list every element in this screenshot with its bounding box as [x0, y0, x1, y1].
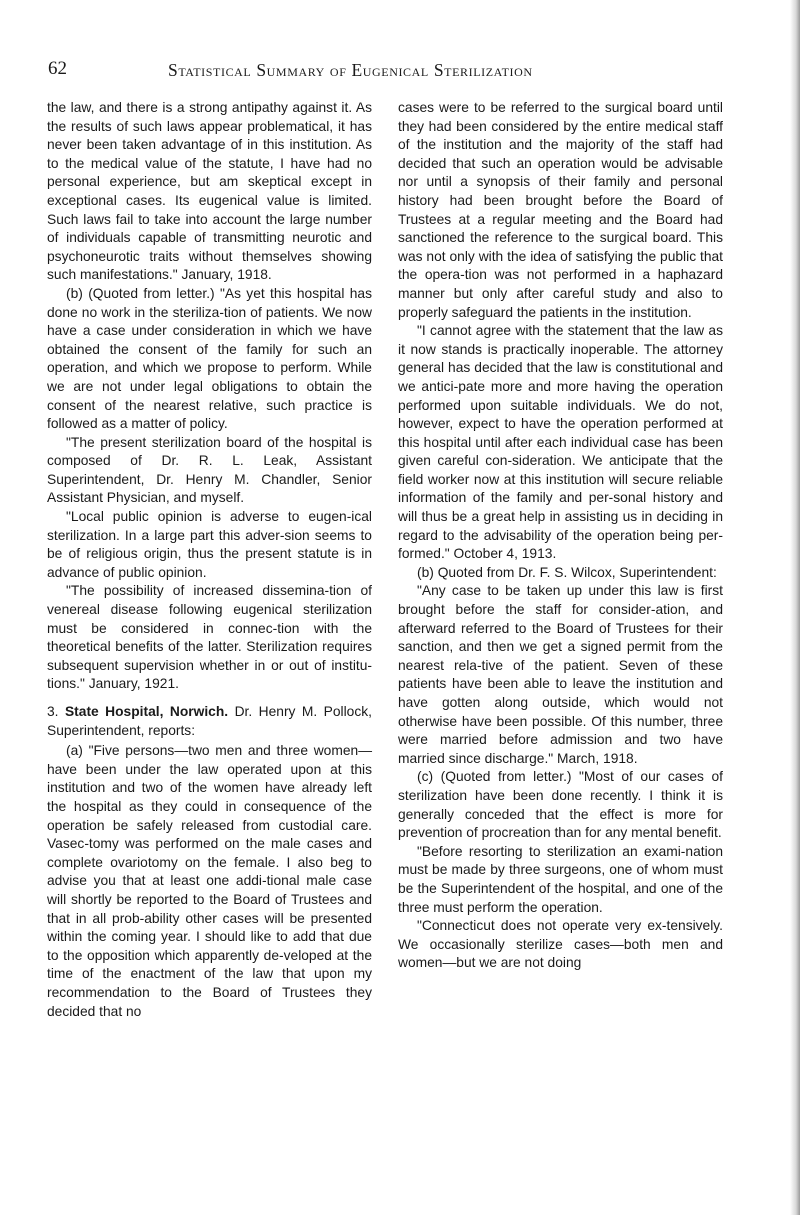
paragraph: "Any case to be taken up under this law is first brought before the staff for consider-ation, and afterward referred to the Board of Trustees for their sanction, and then we get a signed permit from the nearest rela-tive of the patient. Seven of these patients have been able to leave the institution and have gotten along outside, which would not otherwise have been possible. Of this number, three were married before admission and two have married since discharge." March, 1918.	[398, 583, 723, 766]
running-title: Statistical Summary of Eugenical Sterilization	[168, 60, 533, 80]
paragraph: "Local public opinion is adverse to eugen-ical sterilization. In a large part this adver-sion seems to be of religious origin, thus the present statute is in advance of public opinion.	[47, 509, 372, 580]
paragraph: the law, and there is a strong antipathy against it. As the results of such laws appear problematical, it has never been taken advantage of in this institution. As to the medical value of the statute, I have had no personal experience, but am skeptical except in exceptional cases. Its eugenical value is limited. Such laws fail to take into account the large number of individuals capable of transmitting neurotic and psychoneurotic traits without themselves showing such manifestations." January, 1918.	[47, 100, 372, 283]
paragraph: (a) "Five persons—two men and three women—have been under the law operated upon at this institution and two of the women have already left the hospital as they could in consequence of the operation be safely released from custodial care. Vasec-tomy was performed on the male cases and complete ovariotomy on the female. I also beg to advise you that at least one addi-tional male case will shortly be reported to the Board of Trustees and that in all prob-ability other cases will be presented within the coming year. I should like to add that due to the opposition which apparently de-veloped at the time of the enactment of the law that upon my recommendation to the Board of Trustees they decided that no	[47, 743, 372, 1019]
paragraph: (c) (Quoted from letter.) "Most of our cases of sterilization have been done recently. I think it is generally conceded that the effect is more for prevention of procreation than for any mental benefit.	[398, 769, 723, 841]
paragraph: "Connecticut does not operate very ex-tensively. We occasionally sterilize cases—both men and women—but we are not doing	[398, 918, 723, 971]
page-edge-shadow	[790, 0, 800, 1215]
page-header	[48, 58, 748, 86]
section-heading-rest: Dr. Henry M. Pollock, Superintendent, reports:	[47, 704, 372, 738]
paragraph: "The possibility of increased dissemina-tion of venereal disease following eugenical sterilization must be considered in connec-tion with the theoretical benefits of the latter. Sterilization requires subsequent supervision whether in or out of institu-tions." January, 1921.	[47, 583, 372, 692]
paragraph: "I cannot agree with the statement that the law as it now stands is practically inoperable. The attorney general has decided that the law is constitutional and we antici-pate more and more having the operation performed upon suitable individuals. We do not, however, expect to have the operation performed at this hospital until after each individual case has been given careful con-sideration. We anticipate that the field worker now at this institution will secure reliable information of the family and per-sonal history and will thus be a great help in assisting us in deciding in regard to the advisability of the operation being per-formed." October 4, 1913.	[398, 323, 723, 562]
paragraph: (b) (Quoted from letter.) "As yet this hospital has done no work in the steriliza-tion of patients. We now have a case under consideration in which we have obtained the consent of the family for such an operation, and which we propose to perform. While we are not under legal obligations to obtain the consent of the nearest relative, such practice is followed as a matter of policy.	[47, 285, 372, 432]
section-heading: State Hospital, Norwich.	[64, 704, 229, 719]
paragraph: "Before resorting to sterilization an exami-nation must be made by three surgeons, one of whom must be the Superintendent of the hospital, and one of the three must perform the operation.	[398, 843, 723, 915]
paragraph: cases were to be referred to the surgical board until they had been considered by the entire medical staff of the institution and the majority of the staff had decided that such an operation would be advisable nor until a synopsis of their family and personal history had been brought before the Board of Trustees at a regular meeting and the Board had sanctioned the reference to the surgical board. This was not only with the idea of satisfying the public that the opera-tion was not performed in a haphazard manner but only after careful study and also to properly safeguard the patients in the institution.	[398, 100, 723, 320]
left-column	[47, 99, 372, 1021]
right-column	[398, 99, 723, 973]
paragraph: "The present sterilization board of the hospital is composed of Dr. R. L. Leak, Assistant Superintendent, Dr. Henry M. Chandler, Senior Assistant Physician, and myself.	[47, 434, 372, 506]
paragraph: (b) Quoted from Dr. F. S. Wilcox, Superintendent:	[417, 564, 717, 580]
section-heading-paragraph	[47, 703, 372, 740]
page-number: 62	[48, 58, 67, 79]
section-number: 3.	[47, 704, 59, 719]
